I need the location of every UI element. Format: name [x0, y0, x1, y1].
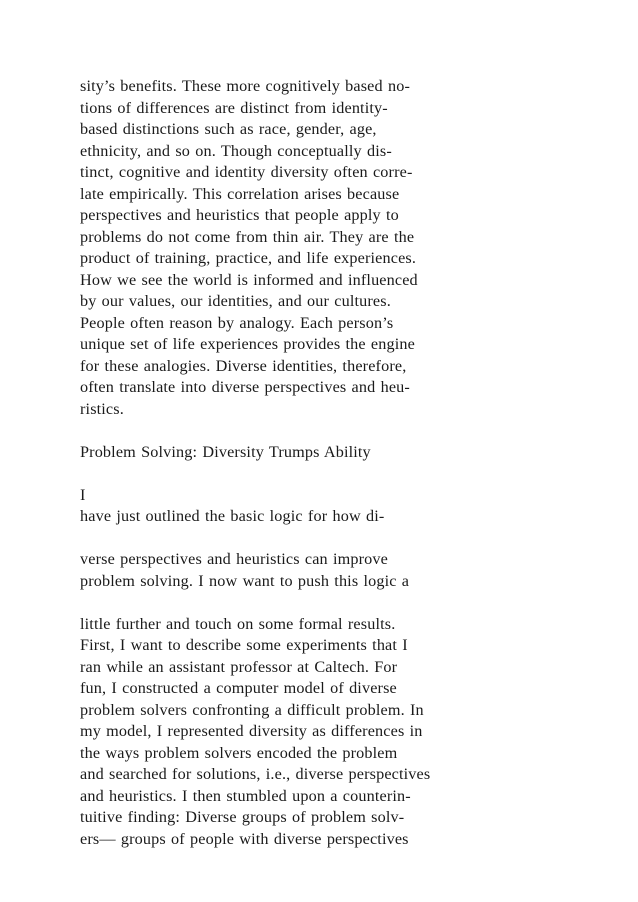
text-line: and heuristics. I then stumbled upon a counterin- [80, 786, 411, 805]
text-line: People often reason by analogy. Each person’s [80, 313, 394, 332]
document-page [80, 76, 600, 850]
text-line: ers— groups of people with diverse perspectives [80, 829, 409, 848]
text-line: tuitive finding: Diverse groups of problem solv- [80, 808, 405, 826]
text-line: ethnicity, and so on. Though conceptually dis- [80, 141, 392, 160]
text-line: based distinctions such as race, gender, age, [80, 120, 377, 138]
text-line: ristics. [80, 399, 124, 418]
text-line: and searched for solutions, i.e., diverse perspectives [80, 765, 431, 783]
text-line: for these analogies. Diverse identities, therefore, [80, 356, 407, 375]
paragraph-2 [80, 506, 600, 850]
text-line: problem solvers confronting a difficult problem. In [80, 700, 424, 719]
text-line: verse perspectives and heuristics can improve [80, 550, 388, 568]
text-line: How we see the world is informed and influenced [80, 270, 418, 289]
section-heading: Problem Solving: Diversity Trumps Ability [80, 442, 371, 461]
text-line: the ways problem solvers encoded the problem [80, 743, 398, 762]
text-line: often translate into diverse perspectives and heu- [80, 378, 410, 396]
text-line: late empirically. This correlation arises because [80, 184, 400, 203]
spacer [80, 420, 600, 442]
text-line: ran while an assistant professor at Caltech. For [80, 657, 398, 676]
text-line: have just outlined the basic logic for how di- [80, 507, 385, 525]
text-line: unique set of life experiences provides the engine [80, 335, 415, 353]
text-line: sity’s benefits. These more cognitively based no- [80, 77, 410, 95]
paragraph-1 [80, 76, 600, 420]
text-line: perspectives and heuristics that people apply to [80, 206, 399, 224]
text-line: tinct, cognitive and identity diversity often corre- [80, 163, 413, 181]
text-line: product of training, practice, and life experiences. [80, 249, 417, 267]
text-line: fun, I constructed a computer model of diverse [80, 679, 397, 697]
spacer [80, 463, 600, 485]
text-line: my model, I represented diversity as differences in [80, 722, 423, 740]
text-line: by our values, our identities, and our cultures. [80, 292, 391, 310]
text-line: problem solving. I now want to push this logic a [80, 571, 410, 590]
spacer [80, 592, 600, 614]
text-line: tions of differences are distinct from identity- [80, 98, 388, 117]
spacer [80, 528, 600, 550]
text-line: problems do not come from thin air. They are the [80, 227, 415, 246]
drop-letter: I [80, 485, 86, 504]
text-line: First, I want to describe some experiments that I [80, 636, 408, 654]
text-line: little further and touch on some formal results. [80, 614, 396, 633]
